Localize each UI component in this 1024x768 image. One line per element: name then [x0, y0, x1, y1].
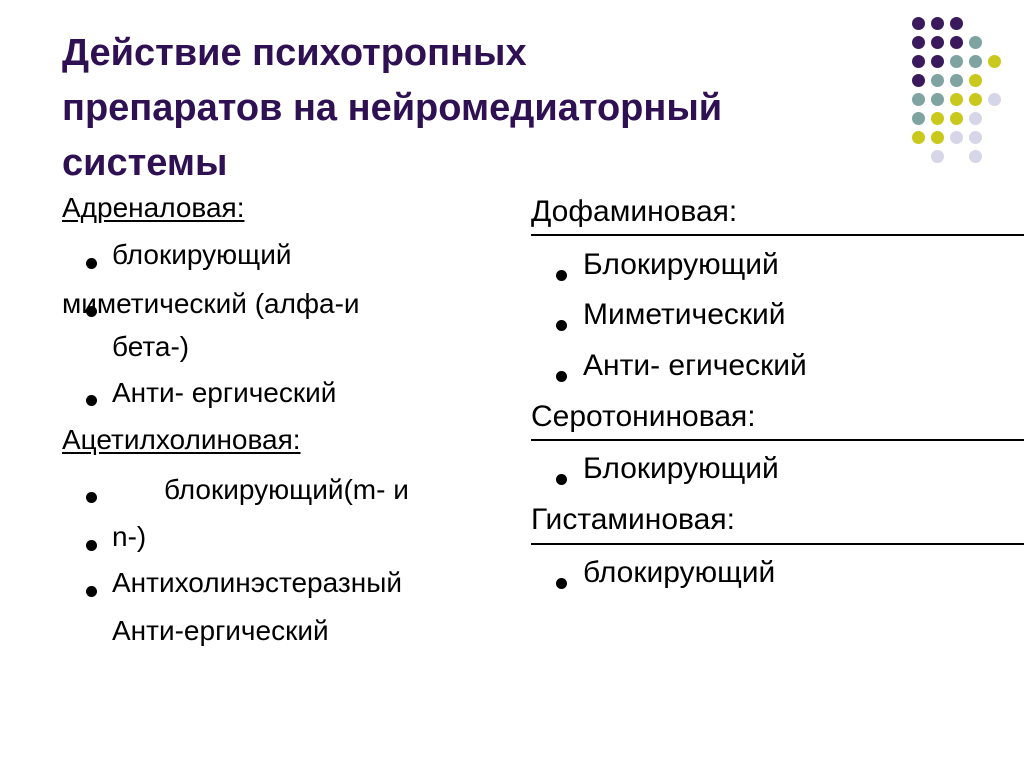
decor-dot: [931, 36, 944, 49]
decor-dot: [969, 55, 982, 68]
serotonin-item-blocking: Блокирующий: [583, 452, 779, 485]
title-line-3: системы: [62, 142, 228, 184]
decor-dot: [988, 55, 1001, 68]
decor-dot: [969, 74, 982, 87]
decor-dot: [931, 150, 944, 163]
bullet-icon: [556, 578, 567, 589]
decor-dot: [912, 55, 925, 68]
bullet-icon: [86, 540, 97, 551]
decor-dot: [912, 93, 925, 106]
decor-dot: [950, 93, 963, 106]
decor-dot: [950, 131, 963, 144]
decor-dot: [950, 36, 963, 49]
decor-dot: [931, 93, 944, 106]
dopamine-item-blocking: Блокирующий: [583, 248, 779, 281]
histamine-item-blocking: блокирующий: [583, 556, 776, 589]
decor-dot: [950, 55, 963, 68]
decor-dot: [950, 17, 963, 30]
bullet-icon: [86, 395, 97, 406]
decor-dot: [912, 131, 925, 144]
decor-dot: [950, 112, 963, 125]
decor-dot: [912, 17, 925, 30]
slide-title: [62, 26, 882, 191]
adrenal-item-anti: Анти- ергический: [112, 377, 337, 408]
bullet-icon: [556, 474, 567, 485]
decor-dot: [969, 36, 982, 49]
decor-dot: [969, 93, 982, 106]
acetyl-item-blocking: блокирующий(m- и: [164, 474, 409, 505]
dopamine-header: Дофаминовая:: [531, 195, 738, 228]
decor-dot: [912, 112, 925, 125]
serotonin-rule: [531, 439, 1024, 441]
bullet-icon: [556, 320, 567, 331]
bullet-icon: [86, 492, 97, 503]
decorative-dot-grid: [905, 10, 1005, 170]
dopamine-item-mimetic: Миметический: [583, 298, 786, 331]
adrenal-item-blocking: блокирующий: [112, 239, 292, 270]
bullet-icon: [556, 270, 567, 281]
adrenal-item-mimetic: миметический (алфа-и: [62, 288, 360, 319]
decor-dot: [931, 55, 944, 68]
decor-dot: [950, 74, 963, 87]
decor-dot: [912, 74, 925, 87]
bullet-icon: [86, 586, 97, 597]
decor-dot: [969, 150, 982, 163]
decor-dot: [931, 112, 944, 125]
decor-dot: [931, 131, 944, 144]
histamine-header: Гистаминовая:: [531, 503, 735, 536]
dopamine-item-anti: Анти- егический: [583, 349, 807, 382]
serotonin-header: Серотониновая:: [531, 400, 756, 433]
acetyl-item-anticholinesterase: Антихолинэстеразный: [112, 567, 402, 598]
decor-dot: [969, 112, 982, 125]
decor-dot: [931, 17, 944, 30]
acetyl-item-anti: Анти-ергический: [112, 615, 329, 646]
decor-dot: [931, 74, 944, 87]
histamine-rule: [531, 543, 1024, 545]
acetyl-item-blocking-cont: n-): [112, 521, 147, 552]
bullet-icon: [556, 371, 567, 382]
adrenal-header: Адреналовая:: [62, 192, 245, 223]
adrenal-item-mimetic-cont: бета-): [112, 331, 190, 362]
acetylcholine-header: Ацетилхолиновая:: [62, 424, 301, 455]
title-line-1: Действие психотропных: [62, 32, 527, 74]
decor-dot: [969, 131, 982, 144]
dopamine-rule: [531, 234, 1024, 236]
decor-dot: [988, 93, 1001, 106]
bullet-icon: [86, 258, 97, 269]
decor-dot: [912, 36, 925, 49]
title-line-2: препаратов на нейромедиаторный: [62, 87, 723, 129]
